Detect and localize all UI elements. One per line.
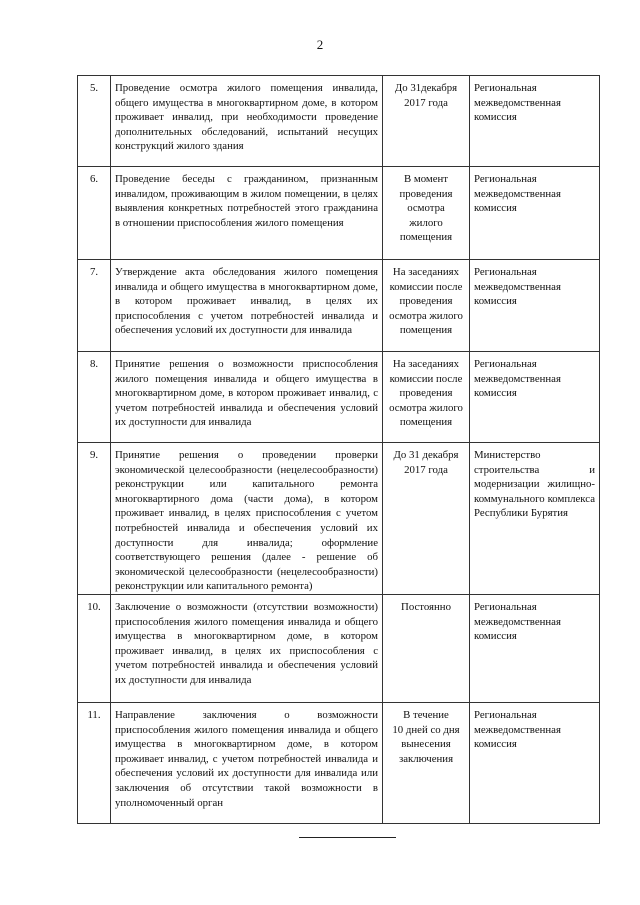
- action-text: Проведение беседы с гражданином, признанным инвалидом, проживающим в жилом помещении, в целях выявления конкретных потребностей этого гражданина в отношении приспособления жилого помещения: [115, 173, 378, 229]
- responsible-cell: [470, 352, 600, 443]
- page-number: 2: [316, 37, 324, 52]
- responsible-cell: [470, 260, 600, 352]
- table-row: [78, 260, 600, 352]
- term-cell: [383, 443, 470, 595]
- responsible-cell: [470, 76, 600, 167]
- row-number: 7.: [78, 260, 111, 352]
- row-number: 6.: [78, 167, 111, 260]
- action-text: Заключение о возможности (отсутствии возможности) приспособления жилого помещения инвалида и общего имущества в многоквартирном доме, в котором проживает инвалид, в целях их приспособления с учетом потребностей инвалида и обеспечения условий их доступности для инвалида: [115, 600, 378, 686]
- term-text: До 31 декабря 2017 года: [393, 449, 459, 476]
- responsible-cell: [470, 702, 600, 823]
- responsible-text: Региональная межведомственная комиссия: [474, 173, 561, 215]
- row-number: 9.: [78, 443, 111, 595]
- table-row: [78, 443, 600, 595]
- table-row: [78, 76, 600, 167]
- action-text: Принятие решения о проведении проверки экономической целесообразности (нецелесообразности) реконструкции или капитального ремонта многоквартирного дома (части дома), в котором проживает инвалид, в целях приспособления с учетом потребностей инвалида и обеспечения условий их доступности для инвалида; оформление соответствующего решения (далее - решение об экономической целесообразности (нецелесообразности) реконструкции или капитального ремонта): [115, 449, 378, 593]
- term-text: На заседаниях комиссии после проведения осмотра жилого помещения: [389, 358, 463, 429]
- term-text: В момент проведения осмотра жилого помещения: [399, 173, 453, 244]
- action-cell: [111, 352, 383, 443]
- term-cell: [383, 260, 470, 352]
- table-row: [78, 702, 600, 823]
- term-cell: [383, 167, 470, 260]
- row-number: 8.: [78, 352, 111, 443]
- action-text: Принятие решения о возможности приспособления жилого помещения инвалида и общего имущества в многоквартирном доме, в котором проживает инвалид, с учетом потребностей инвалида и обеспечения условий их доступности для инвалида: [115, 358, 378, 429]
- action-cell: [111, 443, 383, 595]
- responsible-text: Региональная межведомственная комиссия: [474, 82, 561, 124]
- term-cell: [383, 702, 470, 823]
- action-cell: [111, 594, 383, 702]
- term-text: До 31декабря 2017 года: [394, 82, 458, 109]
- term-cell: [383, 594, 470, 702]
- table-row: [78, 352, 600, 443]
- responsible-text: Региональная межведомственная комиссия: [474, 708, 561, 751]
- measures-table: [77, 75, 600, 824]
- action-text: Направление заключения о возможности приспособления жилого помещения инвалида и общего имущества в многоквартирном доме, в котором проживает инвалид, с учетом потребностей инвалида и обеспечения условий их доступности для инвалида или заключения об отсутствии такой возможности в уполномоченный орган: [115, 708, 378, 809]
- responsible-text: Региональная межведомственная комиссия: [474, 358, 561, 400]
- responsible-cell: [470, 594, 600, 702]
- table-row: [78, 167, 600, 260]
- row-number: 10.: [78, 594, 111, 702]
- responsible-cell: [470, 443, 600, 595]
- action-text: Утверждение акта обследования жилого помещения инвалида и общего имущества в многоквартирном доме, в котором проживает инвалид, в целях их приспособления с учетом потребностей инвалида и обеспечения условий их доступности для инвалида: [115, 266, 378, 337]
- end-divider: [299, 837, 396, 838]
- term-cell: [383, 352, 470, 443]
- responsible-cell: [470, 167, 600, 260]
- term-text: Постоянно: [401, 600, 451, 613]
- action-cell: [111, 260, 383, 352]
- responsible-text: Министерство строительства и модернизации жилищно-коммунального комплекса Республики Бурятия: [474, 449, 595, 520]
- responsible-text: Региональная межведомственная комиссия: [474, 266, 561, 308]
- action-text: Проведение осмотра жилого помещения инвалида, общего имущества в многоквартирном доме, в котором проживает инвалид, при необходимости проведение дополнительных обследований, испытаний несущих конструкций жилого здания: [115, 82, 378, 153]
- action-cell: [111, 702, 383, 823]
- row-number: 5.: [78, 76, 111, 167]
- table-row: [78, 594, 600, 702]
- action-cell: [111, 76, 383, 167]
- term-text: В течение 10 дней со дня вынесения заключения: [392, 708, 460, 765]
- action-cell: [111, 167, 383, 260]
- row-number: 11.: [78, 702, 111, 823]
- responsible-text: Региональная межведомственная комиссия: [474, 600, 561, 643]
- term-text: На заседаниях комиссии после проведения осмотра жилого помещения: [389, 266, 463, 337]
- term-cell: [383, 76, 470, 167]
